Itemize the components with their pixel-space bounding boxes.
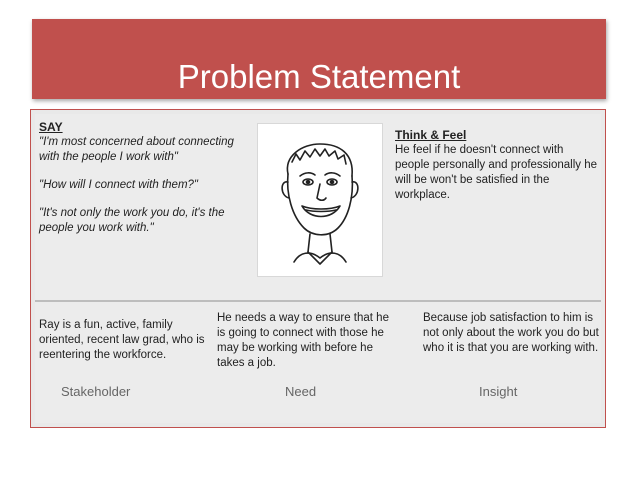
- stakeholder-label: Stakeholder: [61, 384, 131, 399]
- think-feel-heading: Think & Feel: [395, 128, 467, 142]
- problem-panel: [30, 109, 606, 428]
- title-bar: [32, 19, 606, 99]
- think-feel-text: He feel if he doesn't connect with people personally and professionally he will be won't be satisfied in the workplace.: [395, 144, 598, 201]
- say-quote-2: "How will I connect with them?": [39, 179, 199, 191]
- stakeholder-text: Ray is a fun, active, family oriented, recent law grad, who is reentering the workforce.: [39, 319, 205, 361]
- say-heading: SAY: [39, 120, 63, 134]
- caricature-image: [257, 123, 383, 277]
- need-text: He needs a way to ensure that he is going to connect with those he may be working with before he takes a job.: [217, 312, 389, 369]
- need-label: Need: [285, 384, 317, 399]
- face-sketch-icon: [258, 124, 382, 276]
- say-section: [39, 120, 253, 236]
- say-quote-1: "I'm most concerned about connecting with the people I work with": [39, 136, 234, 163]
- insight-text: Because job satisfaction to him is not only about the work you do but who it is that you are working with.: [423, 312, 599, 354]
- think-feel-section: [395, 128, 600, 203]
- slide-title: Problem Statement: [177, 58, 461, 95]
- insight-label: Insight: [479, 384, 518, 399]
- section-divider: [35, 300, 601, 302]
- say-quote-3: "It's not only the work you do, it's the people you work with.": [39, 207, 225, 234]
